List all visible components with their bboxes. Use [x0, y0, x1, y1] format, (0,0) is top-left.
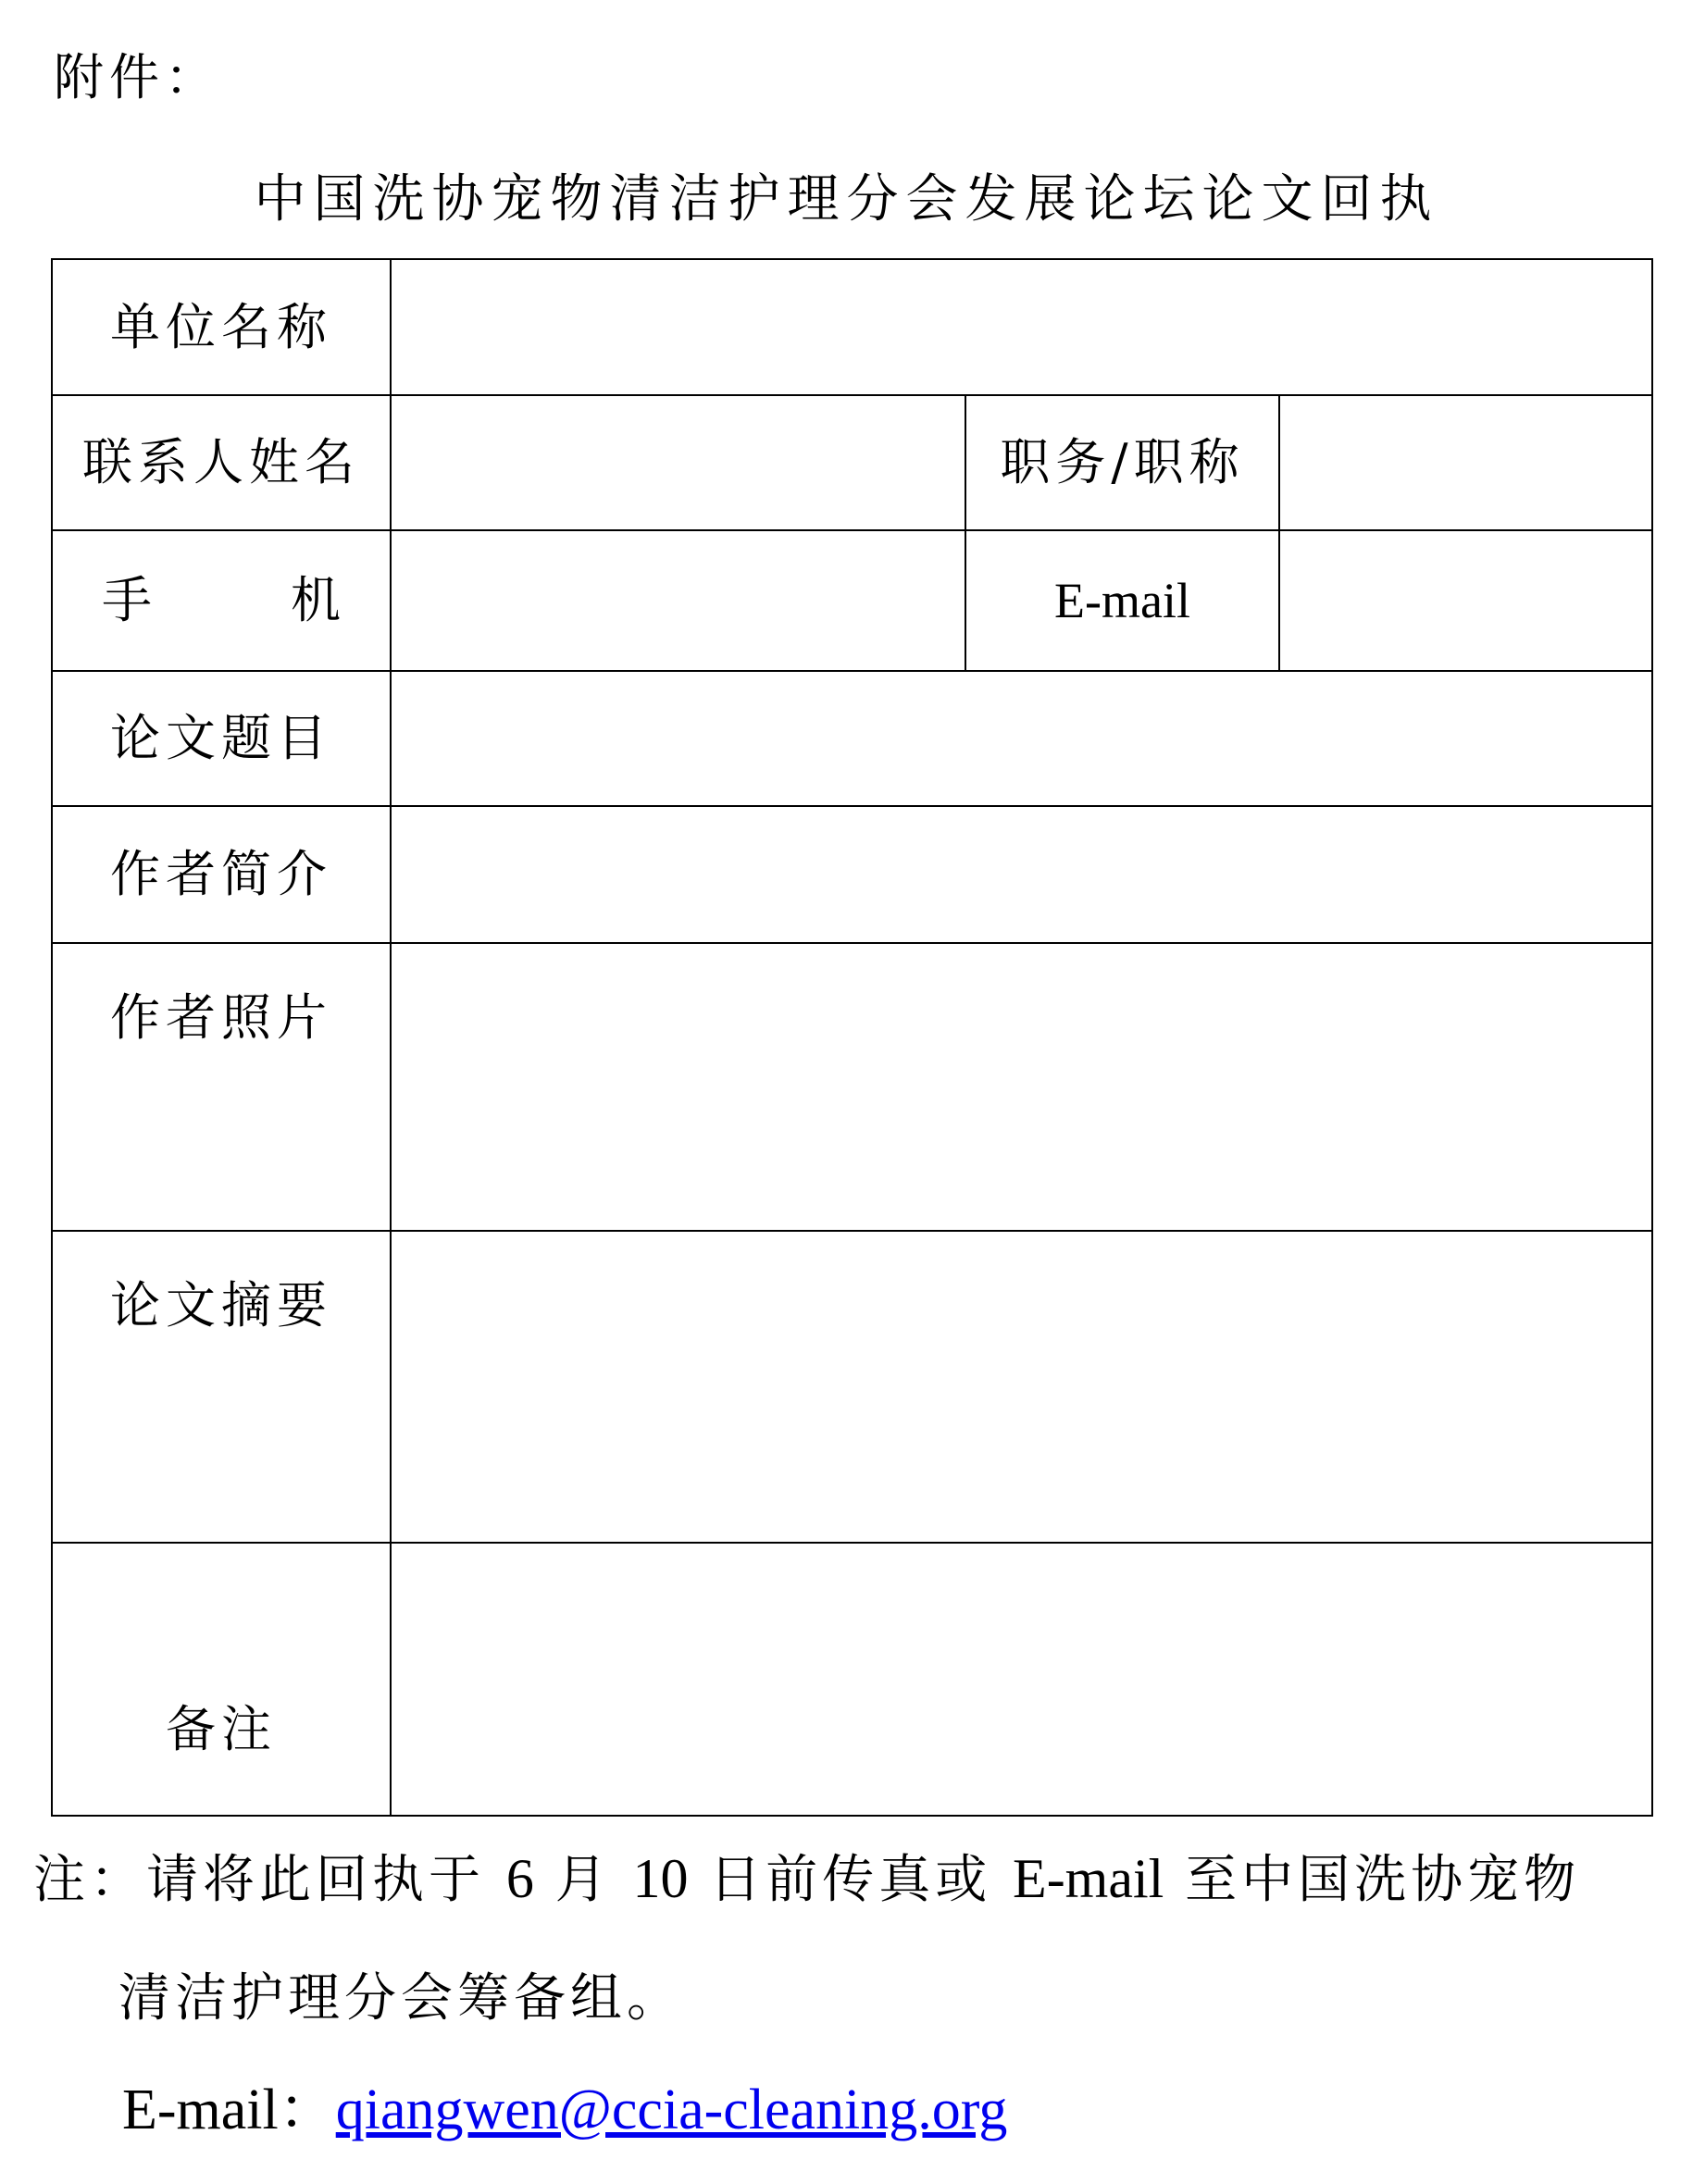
unit-name-label: 单位名称: [52, 259, 391, 395]
email-label: E-mail: [965, 530, 1279, 671]
note-month-unit: 月: [533, 1850, 612, 1910]
note-month: 6: [505, 1848, 534, 1909]
note-prefix: 注：请将此回执于: [33, 1850, 506, 1910]
position-field[interactable]: [1279, 395, 1652, 530]
document-title: 中国洗协宠物清洁护理分会发展论坛论文回执: [254, 169, 1439, 230]
paper-title-field[interactable]: [391, 671, 1652, 806]
mobile-label: [52, 530, 391, 671]
author-photo-field[interactable]: [391, 943, 1652, 1231]
remarks-field[interactable]: [391, 1543, 1652, 1816]
mobile-label-char1: 手: [102, 571, 152, 629]
abstract-field[interactable]: [391, 1231, 1652, 1543]
reply-form-table: [51, 258, 1653, 1817]
row-mobile-email: [52, 530, 1652, 671]
row-author-bio: [52, 806, 1652, 943]
position-label: 职务/职称: [965, 395, 1279, 530]
note-email-word: E-mail: [1013, 1848, 1164, 1909]
footer-note: [33, 1842, 1662, 1917]
row-abstract: [52, 1231, 1652, 1543]
footer-note-line2: 清洁护理分会筹备组。: [118, 1968, 683, 2029]
attachment-label: 附件：: [54, 48, 220, 106]
author-bio-label: 作者简介: [52, 806, 391, 943]
mobile-field[interactable]: [391, 530, 965, 671]
contact-name-label: 联系人姓名: [52, 395, 391, 530]
paper-title-label: 论文题目: [52, 671, 391, 806]
row-author-photo: [52, 943, 1652, 1231]
row-remarks: [52, 1543, 1652, 1816]
row-contact: [52, 395, 1652, 530]
footer-email-link[interactable]: qiangwen@ccia-cleaning.org: [335, 2079, 1008, 2141]
footer-email-label: E-mail：: [122, 2079, 336, 2141]
note-middle: 日前传真或: [688, 1850, 1014, 1910]
footer-email-line: [122, 2073, 1007, 2147]
email-field[interactable]: [1279, 530, 1652, 671]
author-photo-label: 作者照片: [52, 943, 391, 1231]
author-bio-field[interactable]: [391, 806, 1652, 943]
row-unit-name: [52, 259, 1652, 395]
remarks-label: 备注: [52, 1543, 391, 1816]
abstract-label: 论文摘要: [52, 1231, 391, 1543]
mobile-label-char2: 机: [291, 571, 341, 629]
row-paper-title: [52, 671, 1652, 806]
unit-name-field[interactable]: [391, 259, 1652, 395]
note-line1-end: 至中国洗协宠物: [1164, 1850, 1581, 1910]
contact-name-field[interactable]: [391, 395, 965, 530]
note-day: 10: [632, 1848, 689, 1909]
